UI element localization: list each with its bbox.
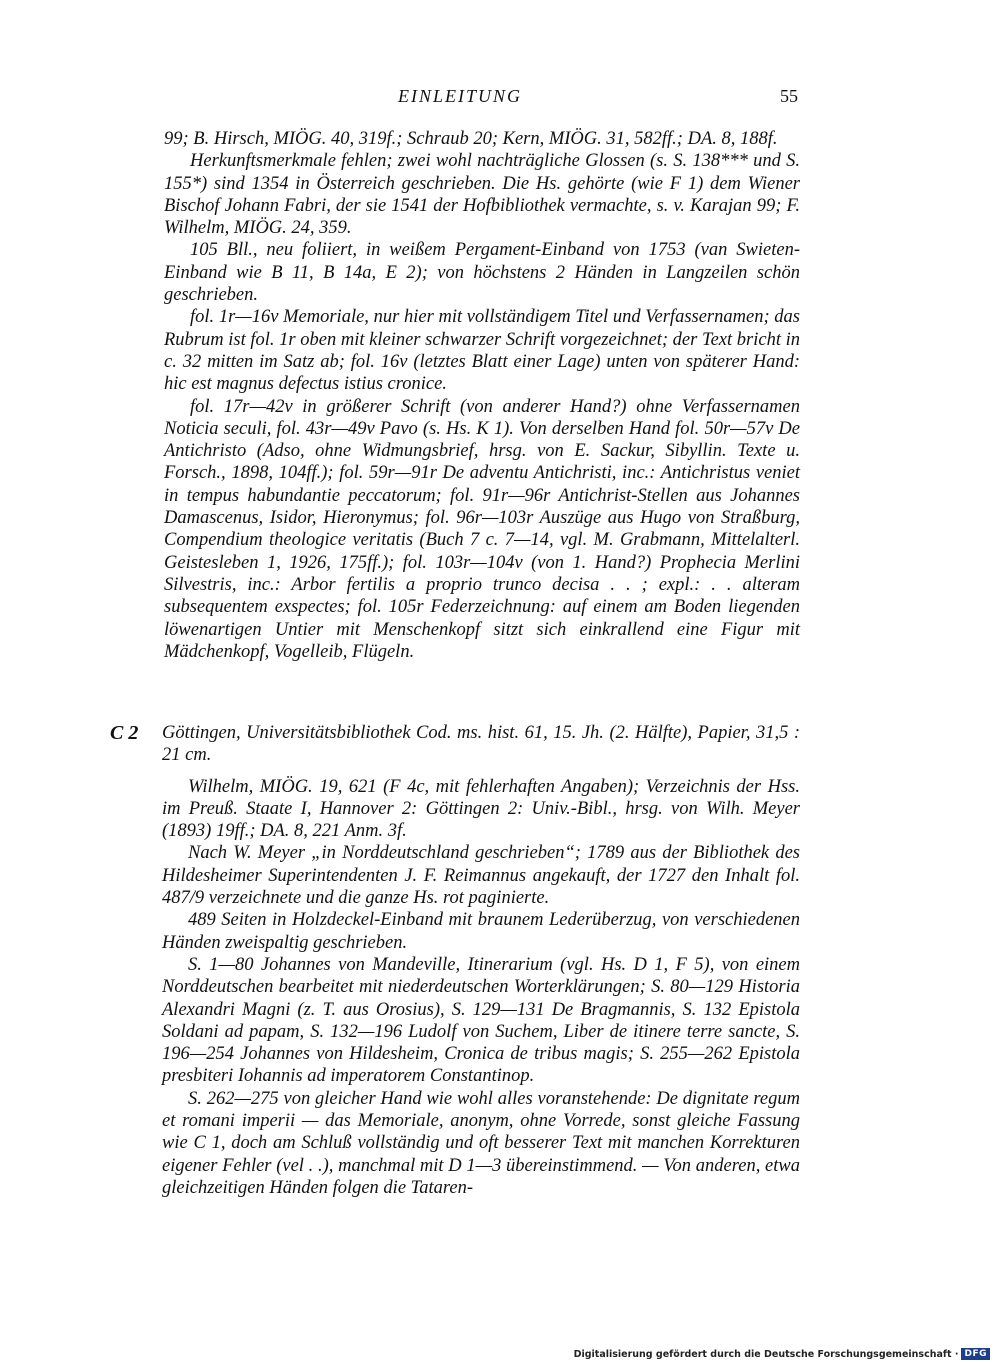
digitization-footer — [574, 1348, 990, 1360]
top-text-block — [164, 128, 800, 663]
entry-paragraph-description: 489 Seiten in Holzdeckel-Einband mit braunem Lederüberzug, von verschiedenen Händen zweispaltig geschrieben. — [162, 910, 800, 953]
manuscript-entry-c2 — [110, 722, 800, 1199]
paragraph-contents-1: fol. 1r—16v Memoriale, nur hier mit vollständigem Titel und Verfassernamen; das Rubrum ist fol. 1r oben mit kleiner schwarzer Schrift vorgezeichnet; der Text bricht in c. 32 mitten im Satz ab; fol. 16v (letztes Blatt einer Lage) unten von späterer Hand: hic est magnus defectus istius cronice. — [164, 307, 800, 395]
entry-paragraph-literature: Wilhelm, MIÖG. 19, 621 (F 4c, mit fehlerhaften Angaben); Verzeichnis der Hss. im Preuß. Staate I, Hannover 2: Göttingen 2: Univ.-Bibl., hrsg. von Wilh. Meyer (1893) 19ff.; DA. 8, 221 Anm. 3f. — [162, 776, 800, 842]
footer-credit-text: Digitalisierung gefördert durch die Deutsche Forschungsgemeinschaft · — [573, 1348, 959, 1360]
paragraph-references: 99; B. Hirsch, MIÖG. 40, 319f.; Schraub 20; Kern, MIÖG. 31, 582ff.; DA. 8, 188f. — [164, 129, 778, 149]
paragraph-contents-2: fol. 17r—42v in größerer Schrift (von anderer Hand?) ohne Verfassernamen Noticia seculi, fol. 43r—49v Pavo (s. Hs. K 1). Von derselben Hand fol. 50r—57v De Antichristo (Adso, ohne Widmungsbrief, hrsg. von E. Sackur, Sibyllin. Texte u. Forsch., 1898, 104ff.); fol. 59r—91r De adventu Antichristi, inc.: Antichristus veniet in tempus habundantie peccatorum; fol. 91r—96r Antichrist-Stellen aus Johannes Damascenus, Isidor, Hieronymus; fol. 96r—103r Auszüge aus Hugo von Straßburg, Compendium theologice veritatis (Buch 7 c. 7—14, vgl. M. Grabmann, Mittelalterl. Geistesleben 1, 1926, 175ff.); fol. 103r—104v (von 1. Hand?) Prophecia Merlini Silvestris, inc.: Arbor fertilis a proprio trunco decisa . . ; expl.: . . alteram subsequentem exspectes; fol. 105r Federzeichnung: auf einem am Boden liegenden löwenartigen Untier mit Menschenkopf sitzt sich einkrallend eine Figur mit Mädchenkopf, Vogelleib, Flügeln. — [164, 396, 800, 662]
entry-siglum: C 2 — [110, 722, 139, 744]
entry-paragraph-contents-1: S. 1—80 Johannes von Mandeville, Itinerarium (vgl. Hs. D 1, F 5), von einem Norddeutschen bearbeitet mit niederdeutschen Worterklärungen; S. 80—129 Historia Alexandri Magni (z. T. aus Orosius), S. 129—131 De Bragmannis, S. 132 Epistola Soldani ad papam, S. 132—196 Ludolf von Suchem, Liber de itinere terre sancte, S. 196—254 Johannes von Hildesheim, Cronica de tribus magis; S. 255—262 Epistola presbiteri Iohannis ad imperatorem Constantinop. — [162, 954, 800, 1087]
paragraph-description: 105 Bll., neu foliiert, in weißem Pergament-Einband von 1753 (van Swieten-Einband wie B 11, B 14a, E 2); von höchstens 2 Händen in Langzeilen schön geschrieben. — [164, 240, 800, 306]
running-head: EINLEITUNG — [397, 86, 522, 106]
entry-paragraph-provenance: Nach W. Meyer „in Norddeutschland geschrieben“; 1789 aus der Bibliothek des Hildesheimer Superintendenten J. F. Reimannus angekauft, der 1727 den Inhalt fol. 487/9 verzeichnete und die ganze Hs. rot paginierte. — [162, 843, 800, 909]
page-number: 55 — [780, 86, 798, 106]
entry-title: Göttingen, Universitätsbibliothek Cod. ms. hist. 61, 15. Jh. (2. Hälfte), Papier, 31,5 : 21 cm. — [162, 723, 800, 766]
entry-paragraph-contents-2: S. 262—275 von gleicher Hand wie wohl alles voranstehende: De dignitate regum et romani imperii — das Memoriale, anonym, ohne Vorrede, sonst gleiche Fassung wie C 1, doch am Schluß vollständig und oft besserer Text mit manchen Korrekturen eigener Fehler (vel . .), manchmal mit D 1—3 übereinstimmend. — Von anderen, etwa gleichzeitigen Händen folgen die Tataren- — [162, 1088, 800, 1198]
dfg-logo-icon: DFG — [961, 1348, 990, 1360]
paragraph-provenance: Herkunftsmerkmale fehlen; zwei wohl nachträgliche Glossen (s. S. 138*** und S. 155*) sind 1354 in Österreich geschrieben. Die Hs. gehörte (wie F 1) dem Wiener Bischof Johann Fabri, der sie 1541 der Hofbibliothek vermachte, s. v. Karajan 99; F. Wilhelm, MIÖG. 24, 359. — [164, 151, 800, 239]
